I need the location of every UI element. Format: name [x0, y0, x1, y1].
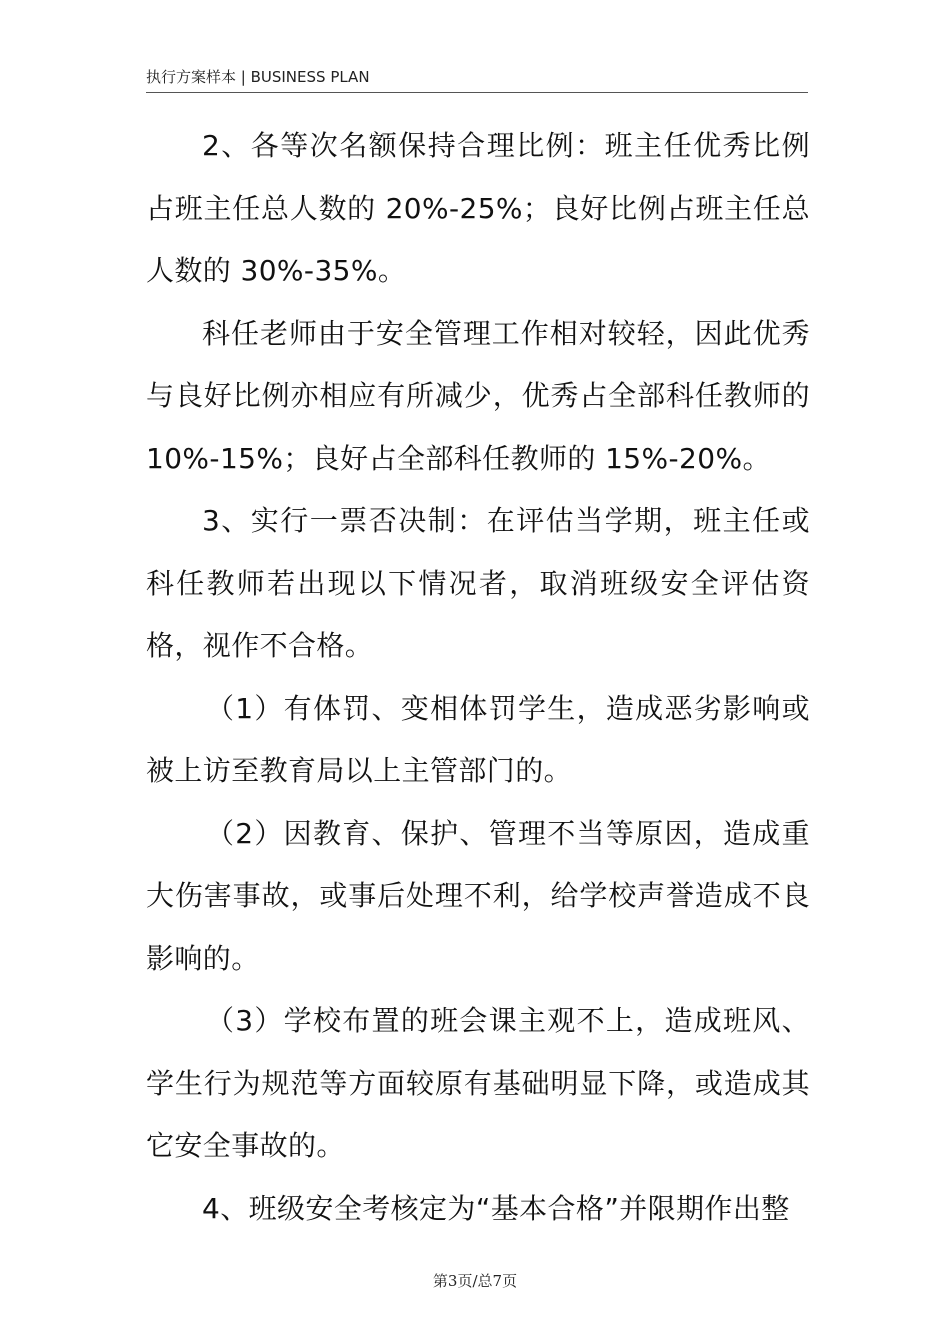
paragraph-item-2: （2）因教育、保护、管理不当等原因，造成重大伤害事故，或事后处理不利，给学校声誉造成不良影响的。 — [146, 816, 810, 975]
page-number: 第3页/总7页 — [432, 1272, 518, 1290]
paragraph-item-1: （1）有体罚、变相体罚学生，造成恶劣影响或被上访至教育局以上主管部门的。 — [146, 691, 810, 787]
paragraph-basic-pass: 4、班级安全考核定为“基本合格”并限期作出整 — [202, 1191, 790, 1225]
paragraph-item-3: （3）学校布置的班会课主观不上，造成班风、学生行为规范等方面较原有基础明显下降，或造成其它安全事故的。 — [146, 1004, 810, 1162]
page-header — [146, 66, 808, 93]
document-body — [146, 115, 810, 1240]
paragraph-ratio-subject-teachers: 科任老师由于安全管理工作相对较轻，因此优秀与良好比例亦相应有所减少，优秀占全部科任教师的 10%-15%；良好占全部科任教师的 15%-20%。 — [146, 316, 810, 475]
header-text: 执行方案样本 | BUSINESS PLAN — [146, 68, 370, 86]
paragraph-ratio-homeroom: 2、各等次名额保持合理比例：班主任优秀比例占班主任总人数的 20%-25%；良好比例占班主任总人数的 30%-35%。 — [146, 129, 810, 287]
paragraph-one-vote-veto: 3、实行一票否决制：在评估当学期，班主任或科任教师若出现以下情况者，取消班级安全评估资格，视作不合格。 — [146, 504, 810, 662]
